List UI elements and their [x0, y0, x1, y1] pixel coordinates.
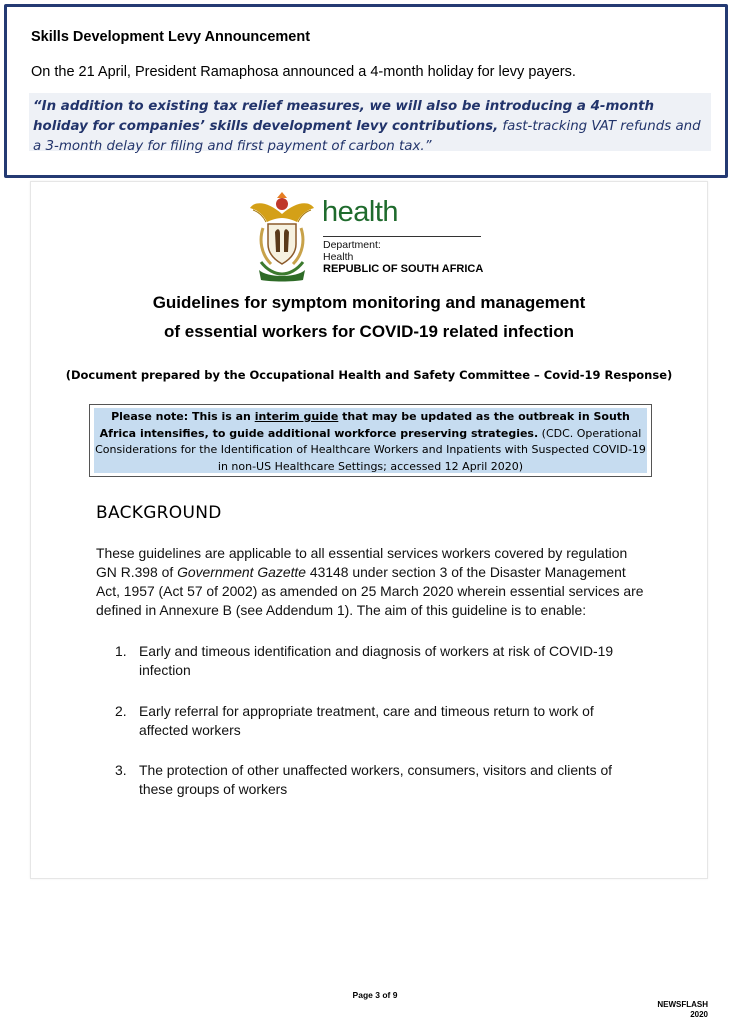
- health-logo-word: health: [322, 196, 399, 228]
- announcement-text: On the 21 April, President Ramaphosa announced a 4-month holiday for levy payers.: [31, 64, 576, 80]
- newsflash-year: 2020: [690, 1010, 708, 1019]
- quote-box: [29, 93, 711, 154]
- newsflash-footer: [657, 1000, 708, 1020]
- note-part2: that may be updated as the outbreak in South Africa intensifies, to guide additional workforce preserving strategies.: [99, 410, 630, 440]
- document-page: [30, 181, 708, 879]
- list-text: The protection of other unaffected workers, consumers, visitors and clients of these groups of workers: [139, 762, 613, 797]
- logo-divider: [323, 236, 481, 237]
- list-text: Early referral for appropriate treatment, care and timeous return to work of affected workers: [139, 703, 594, 738]
- note-part1: Please note: This is an: [111, 410, 255, 423]
- list-text: Early and timeous identification and diagnosis of workers at risk of COVID-19 infection: [139, 643, 614, 678]
- note-text: [94, 408, 647, 473]
- note-box: [89, 404, 652, 477]
- section-heading: BACKGROUND: [96, 503, 222, 523]
- doc-title-line1: Guidelines for symptom monitoring and management: [152, 293, 586, 312]
- prepared-by: (Document prepared by the Occupational Health and Safety Committee – Covid-19 Response): [65, 368, 673, 382]
- note-part3: (CDC. Operational Considerations for the Identification of Healthcare Workers and Inpatients with Suspected COVID-19 in non-US Healthcare Settings; accessed 12 April 2020): [95, 426, 646, 473]
- country-name: REPUBLIC OF SOUTH AFRICA: [323, 263, 484, 275]
- announcement-title: Skills Development Levy Announcement: [31, 29, 311, 45]
- list-number: 1.: [115, 643, 127, 659]
- note-underlined: interim guide: [254, 410, 339, 423]
- list-number: 2.: [115, 703, 127, 719]
- dept-label: Department:: [323, 239, 381, 251]
- announcement-box: [4, 4, 728, 178]
- para-part1: These guidelines are applicable to all essential services workers covered by regulation GN R.398 of: [96, 545, 628, 580]
- dept-name: Health: [323, 251, 354, 263]
- para-italic: Government Gazette: [177, 564, 307, 580]
- coat-of-arms-icon: [249, 192, 315, 282]
- list-number: 3.: [115, 762, 127, 778]
- quote-rest-text: fast-tracking VAT refunds and a 3-month delay for filing and first payment of carbon tax.”: [33, 119, 701, 154]
- doc-title-line2: of essential workers for COVID-19 related infection: [163, 322, 574, 341]
- quote-bold-text: “In addition to existing tax relief measures, we will also be introducing a 4-month holiday for companies’ skills development levy contributions,: [33, 99, 655, 134]
- para-part2: 43148 under section 3 of the Disaster Management Act, 1957 (Act 57 of 2002) as amended on 25 March 2020 wherein essential services are defined in Annexure B (see Addendum 1). The aim of this guideline is to enable:: [96, 564, 644, 618]
- newsflash-label: NEWSFLASH: [657, 1000, 708, 1009]
- background-paragraph: [96, 544, 644, 620]
- page-number: Page 3 of 9: [352, 990, 398, 1000]
